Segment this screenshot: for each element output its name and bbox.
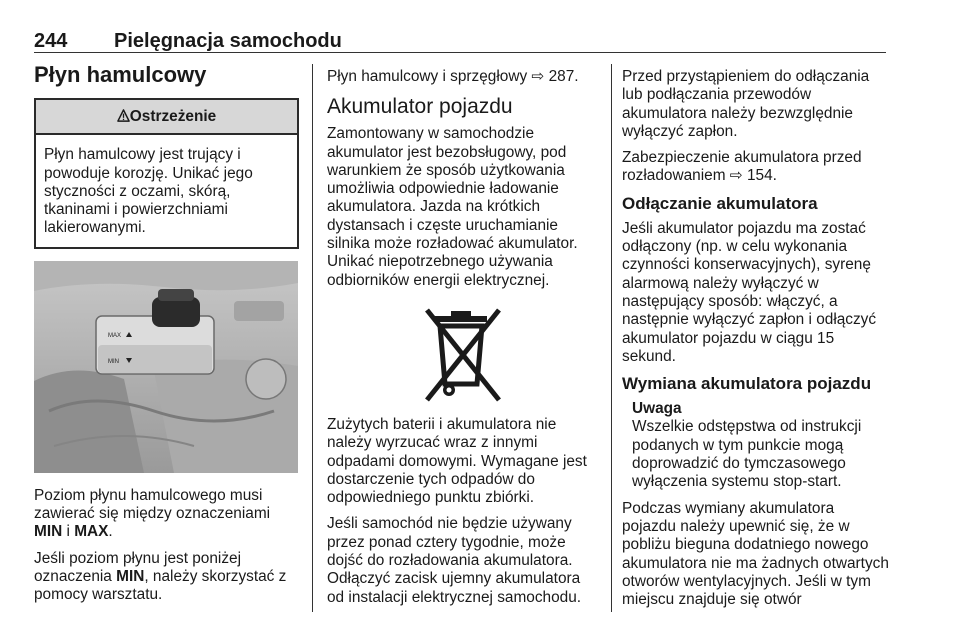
subheading-disconnecting-battery: Odłączanie akumulatora — [622, 193, 818, 213]
brake-fluid-reservoir-photo — [34, 261, 298, 473]
warning-box — [34, 98, 299, 249]
paragraph-ignition-off: Przed przystąpieniem do odłączania lub podłączania przewodów akumulatora należy bezwzględnie wyłączyć zapłon. — [622, 68, 870, 140]
paragraph-alarm-disable: Jeśli akumulator pojazdu ma zostać odłączony (np. w celu wykonania czynności konserwacyjnych), syrenę alarmową należy wyłączyć w następujący sposób: włączyć, a następnie wyłączyć zapłon i odłączyć akumulator pojazdu w ciągu 15 sekund. — [622, 219, 877, 365]
paragraph-discharge-protection: Zabezpieczenie akumulatora przed rozładowaniem ⇨ 154. — [622, 149, 862, 185]
note-text: Wszelkie odstępstwa od instrukcji podanych w tym punkcie mogą doprowadzić do tymczasowego wyłączenia systemu stop-start. — [632, 418, 862, 491]
note-title: Uwaga — [632, 400, 682, 418]
column-divider-1 — [312, 64, 313, 612]
paragraph-long-parking: Jeśli samochód nie będzie używany przez ponad cztery tygodnie, może dojść do rozładowania akumulatora. Odłączyć zacisk ujemny akumulatora od instalacji elektrycznej samochodu. — [327, 515, 582, 606]
crossed-out-wheelie-bin-icon — [421, 304, 505, 404]
cross-reference-brake-fluid: Płyn hamulcowy i sprzęgłowy ⇨ 287. — [327, 68, 579, 85]
column-left — [34, 62, 299, 613]
header-divider — [34, 52, 886, 53]
warning-triangle-icon — [117, 109, 130, 122]
paragraph-fluid-level: Poziom płynu hamulcowego musi zawierać się między oznaczeniami MIN i MAX. — [34, 486, 271, 541]
warning-header — [36, 100, 297, 135]
photo-label-min: MIN — [108, 358, 119, 365]
paragraph-below-min: Jeśli poziom płynu jest poniżej oznaczenia MIN, należy skorzystać z pomocy warsztatu. — [34, 549, 287, 604]
column-right — [622, 62, 892, 617]
warning-text: Płyn hamulcowy jest trujący i powoduje korozję. Unikać jego styczności z oczami, skórą, tkaninami i powierzchniami lakierowanymi. — [44, 146, 253, 237]
column-middle — [327, 62, 599, 615]
chapter-title: Pielęgnacja samochodu — [114, 30, 342, 52]
page-header — [34, 30, 886, 52]
photo-label-max: MAX — [108, 332, 122, 339]
page-number: 244 — [34, 30, 68, 52]
column-divider-2 — [611, 64, 612, 612]
warning-title: Ostrzeżenie — [129, 108, 217, 125]
note-box — [622, 400, 892, 491]
paragraph-battery-maintenance: Zamontowany w samochodzie akumulator jest bezobsługowy, pod warunkiem że sposób użytkowania umożliwia odpowiednie ładowanie akumulatora. Jazda na krótkich dystansach i częste uruchamianie silnika może rozładować akumulator. Unikać niepotrzebnego używania odbiorników energii elektrycznej. — [327, 125, 578, 289]
section-heading-brake-fluid: Płyn hamulcowy — [34, 62, 207, 87]
paragraph-battery-disposal: Zużytych baterii i akumulatora nie należy wyrzucać wraz z innymi odpadami domowymi. Wymagane jest dostarczenie tych odpadów do odpowiedniego punktu zbiórki. — [327, 415, 587, 507]
section-heading-battery: Akumulator pojazdu — [327, 95, 513, 119]
paragraph-vent-holes: Podczas wymiany akumulatora pojazdu należy upewnić się, że w pobliżu bieguna dodatniego nowego akumulatora nie ma żadnych otwartych otworów wentylacyjnych. Jeśli w tym miejscu znajduje się otwór — [622, 499, 889, 609]
subheading-replacing-battery: Wymiana akumulatora pojazdu — [622, 374, 872, 394]
